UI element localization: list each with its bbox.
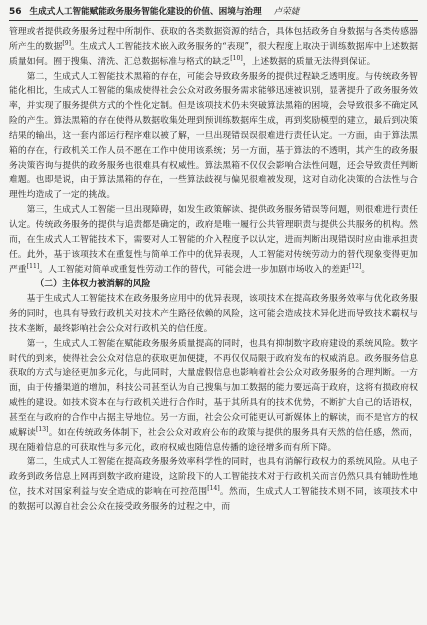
- paragraph-text: 基于生成式人工智能技术在政务服务应用中的优异表现，该项技术在提高政务服务效率与优化政务服务的同时，也具有导致行政机关对技术产生路径依赖的风险，这可能会造成技术异化进而导致技术霸权与技术垄断，最终影响社会公众对行政机关的信任度。: [9, 294, 418, 334]
- body-paragraph: [9, 25, 418, 70]
- body-paragraph: [9, 292, 418, 337]
- citation-marker: [13]: [36, 425, 49, 433]
- body-paragraph: [9, 203, 418, 277]
- citation-marker: [11]: [26, 262, 40, 270]
- journal-title: 生成式人工智能赋能政务服务智能化建设的价值、困境与治理: [29, 7, 262, 17]
- running-header: [9, 6, 418, 21]
- paragraph-text: 。人工智能对简单或重复性劳动工作的替代，可能会进一步加剧市场收入的差距: [39, 264, 349, 275]
- citation-marker: [10]: [230, 54, 243, 62]
- citation-marker: [14]: [207, 485, 220, 493]
- paragraph-text: 第二，生成式人工智能技术黑箱的存在，可能会导致政务服务的提供过程缺乏透明度。与传统政务智能化相比，生成式人工智能的集成使得社会公众对政务服务需求能够迅速被识别，显著提升了政务服务效率，并实现了服务提供方式的个性化定制。但是该项技术仍未突破算法黑箱的困境，会导致很多不确定风险的产生。算法黑箱的存在使得从数据收集处理到预训练数据库生成，再到奖励模型的建立，最后到决策结果的输出，这一套内部运行程序难以被了解，一旦出现错误误很难进行责任认定。一方面，由于算法黑箱的存在，行政机关工作人员不愿在工作中使用该系统；另一方面，基于算法的不透明，其产生的政务服务决策咨询与提供的政务服务也很难具有权威性。算法黑箱不仅仅会影响合法性问题，还会导致责任判断难题。也即是说，由于算法黑箱的存在，一些算法歧视与偏见很难被发现，这对自动化决策的合法性与合理性均造成了一定的挑战。: [9, 71, 418, 201]
- paragraph-text: 。生成式人工智能技术嵌入政务服务的“表现”，很大程度上取决于训练数据库中上述数据质量如何。囿于搜集、清洗、汇总数据标准与格式的缺乏: [9, 41, 418, 67]
- article-body: [9, 25, 418, 515]
- paragraph-text: 第二，生成式人工智能在提高政务服务效率科学性的同时，也具有消解行政权力的系统风险。从电子政务到政务信息上网再到数字政府建设，这阶段下的人工智能技术对于行政机关而言仍然只具有辅助性地位，技术对国家利益与安全造成的影响在可控范围: [9, 457, 418, 498]
- paragraph-text: 。: [361, 264, 371, 275]
- body-paragraph: [9, 455, 418, 514]
- paragraph-text: 。如在传统政务体制下，社会公众对政府公布的政策与提供的服务具有天然的信任感，然而，现在随着信息的可获取性与多元化，政府权威也随信息传播的途径增多而有所下降。: [9, 427, 418, 453]
- header-author: 卢荣婕: [273, 7, 300, 17]
- body-paragraph: [9, 337, 418, 456]
- page-number: 56: [9, 7, 22, 17]
- paragraph-text: 管理或者提供政务服务过程中所制作、获取的各类数据资源的结合，具体包括政务自身数据与各类传感器所产生的数据: [9, 27, 418, 52]
- paragraph-text: 第一，生成式人工智能在赋能政务服务质量提高的同时，也具有抑制数字政府建设的系统风险。数字时代的到来，使得社会公众对信息的获取更加便捷，不再仅仅局限于政府发布的权威消息。政务服务信息获取的方式与途径更加多元化，与此同时，大量虚假信息也影响着社会公众对政务服务的合理判断。一方面，由于传播渠道的增加，科技公司甚至认为自己搜集与加工数据的能力要远高于政府，这将有损政府权威性的建设。如技术资本在与行政机关进行合作时，基于其所具有的技术优势，不断扩大自己的话语权，甚至在与政府的合作中占据主导地位。另一方面，社会公众可能更认可新媒体上的解读，而不是官方的权威解读: [9, 338, 418, 438]
- paragraph-text: 第三，生成式人工智能一旦出现障碍，如发生政策解读、提供政务服务错误等问题，则很难进行责任认定。传统政务服务的提供与追责都是确定的，政府是唯一履行公共管理职责与提供公共服务的机构。然而，在生成式人工智能技术下，需要对人工智能的介入程度予以认定，进而判断出现错误时应由谁承担责任。此外，基于该项技术在重复性与简单工作中的优异表现，人工智能对传统劳动力的替代现象变得更加严重: [9, 205, 418, 275]
- section-heading: （二）主体权力被消解的风险: [35, 279, 151, 290]
- citation-marker: [9]: [62, 39, 71, 47]
- citation-marker: [12]: [348, 262, 362, 270]
- body-paragraph: [9, 70, 418, 204]
- paragraph-text: ，上述数据的质量无法得到保证。: [242, 56, 376, 67]
- paragraph-text: 。然而，生成式人工智能技术则不同，该项技术中的数据可以源自社会公众在接受政务服务的过程之中，而: [9, 487, 418, 512]
